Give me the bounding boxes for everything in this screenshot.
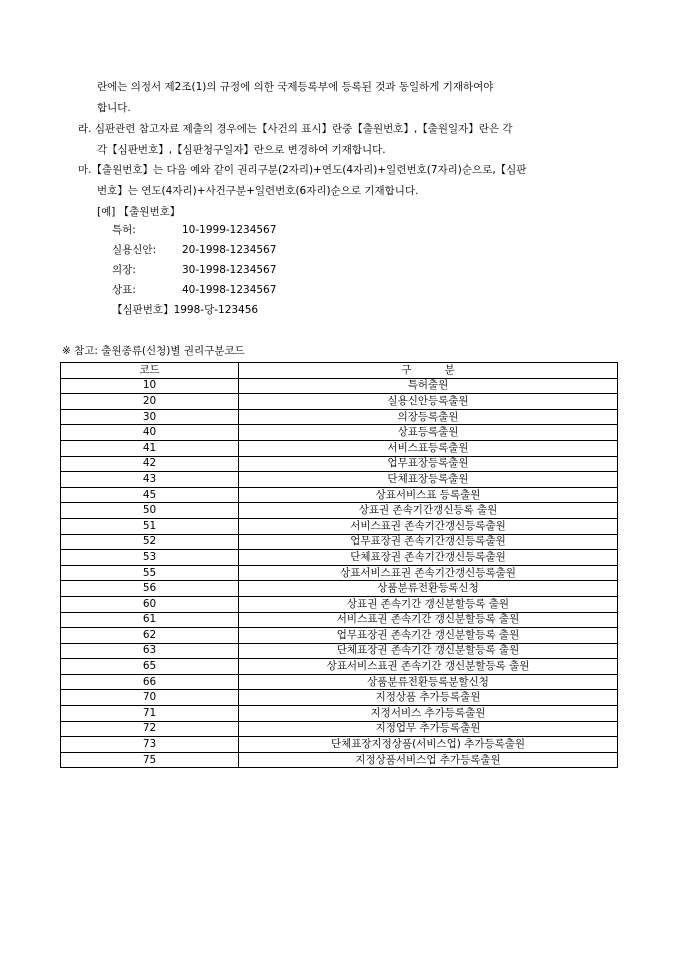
table-row [61,752,618,768]
category-cell: 상품분류전환등록신청 [239,581,618,597]
category-cell: 상표서비스표권 존속기간갱신등록출원 [239,565,618,581]
table-row [61,706,618,722]
category-cell: 상표등록출원 [239,425,618,441]
table-row [61,628,618,644]
code-cell: 42 [61,456,239,472]
table-row [61,550,618,566]
code-cell: 30 [61,409,239,425]
code-cell: 66 [61,674,239,690]
category-cell: 실용신안등록출원 [239,394,618,410]
table-row [61,394,618,410]
table-row [61,378,618,394]
category-cell: 상표권 존속기간 갱신분할등록 출원 [239,596,618,612]
code-cell: 10 [61,378,239,394]
category-cell: 업무표장등록출원 [239,456,618,472]
category-cell: 업무표장권 존속기간갱신등록출원 [239,534,618,550]
category-cell: 상표서비스표 등록출원 [239,487,618,503]
category-cell: 단체표장등록출원 [239,472,618,488]
code-cell: 73 [61,737,239,753]
code-cell: 62 [61,628,239,644]
example-label: 의장: [112,264,136,276]
category-cell: 상품분류전환등록분할신청 [239,674,618,690]
example-label: 특허: [112,224,136,236]
code-cell: 45 [61,487,239,503]
header-code: 코드 [61,363,239,379]
code-cell: 55 [61,565,239,581]
body-line: [예] 【출원번호】 [97,206,181,218]
code-cell: 50 [61,503,239,519]
code-cell: 65 [61,659,239,675]
category-cell: 의장등록출원 [239,409,618,425]
category-cell: 상표서비스표권 존속기간 갱신분할등록 출원 [239,659,618,675]
code-cell: 72 [61,721,239,737]
code-cell: 75 [61,752,239,768]
code-cell: 71 [61,706,239,722]
code-cell: 56 [61,581,239,597]
category-cell: 서비스표권 존속기간 갱신분할등록 출원 [239,612,618,628]
table-row [61,612,618,628]
code-cell: 60 [61,596,239,612]
table-row [61,425,618,441]
table-row [61,503,618,519]
body-line: 라. 심판관련 참고자료 제출의 경우에는【사건의 표시】란중【출원번호】,【출원일자】란은 각 [78,123,513,135]
rights-code-table [60,362,618,768]
table-row [61,565,618,581]
body-line: 각【심판번호】,【심판청구일자】란으로 변경하여 기재합니다. [97,144,386,156]
category-cell: 지정업무 추가등록출원 [239,721,618,737]
table-header-row [61,363,618,379]
category-cell: 서비스표등록출원 [239,440,618,456]
code-cell: 53 [61,550,239,566]
table-row [61,409,618,425]
reference-title: ※ 참고: 출원종류(신청)별 권리구분코드 [62,345,245,357]
code-cell: 70 [61,690,239,706]
example-label: 실용신안: [112,244,157,256]
table-row [61,659,618,675]
code-cell: 43 [61,472,239,488]
code-cell: 40 [61,425,239,441]
code-cell: 63 [61,643,239,659]
example-value: 20-1998-1234567 [182,244,277,256]
code-cell: 52 [61,534,239,550]
body-line: 마.【출원번호】는 다음 예와 같이 권리구분(2자리)+연도(4자리)+일련번호(7자리)순으로,【심판 [78,164,527,176]
table-row [61,690,618,706]
category-cell: 특허출원 [239,378,618,394]
table-row [61,581,618,597]
table-row [61,737,618,753]
example-value: 10-1999-1234567 [182,224,277,236]
body-line: 번호】는 연도(4자리)+사건구분+일련번호(6자리)순으로 기재합니다. [97,185,419,197]
example-trial-number: 【심판번호】1998-당-123456 [112,304,259,316]
header-category: 구 분 [239,363,618,379]
table-row [61,596,618,612]
table-row [61,456,618,472]
table-row [61,487,618,503]
category-cell: 단체표장지정상품(서비스업) 추가등록출원 [239,737,618,753]
table-row [61,472,618,488]
table-row [61,534,618,550]
category-cell: 단체표장권 존속기간 갱신분할등록 출원 [239,643,618,659]
code-cell: 61 [61,612,239,628]
category-cell: 지정상품서비스업 추가등록출원 [239,752,618,768]
table-row [61,721,618,737]
table-row [61,643,618,659]
category-cell: 업무표장권 존속기간 갱신분할등록 출원 [239,628,618,644]
category-cell: 상표권 존속기간갱신등록 출원 [239,503,618,519]
body-line: 란에는 의정서 제2조(1)의 규정에 의한 국제등록부에 등록된 것과 동일하게 기재하여야 [97,81,494,93]
example-label: 상표: [112,284,136,296]
code-cell: 20 [61,394,239,410]
code-cell: 41 [61,440,239,456]
example-value: 40-1998-1234567 [182,284,277,296]
body-line: 합니다. [97,102,131,114]
category-cell: 단체표장권 존속기간갱신등록출원 [239,550,618,566]
category-cell: 지정상품 추가등록출원 [239,690,618,706]
example-value: 30-1998-1234567 [182,264,277,276]
table-row [61,674,618,690]
category-cell: 지정서비스 추가등록출원 [239,706,618,722]
table-row [61,440,618,456]
code-cell: 51 [61,518,239,534]
category-cell: 서비스표권 존속기간갱신등록출원 [239,518,618,534]
table-row [61,518,618,534]
